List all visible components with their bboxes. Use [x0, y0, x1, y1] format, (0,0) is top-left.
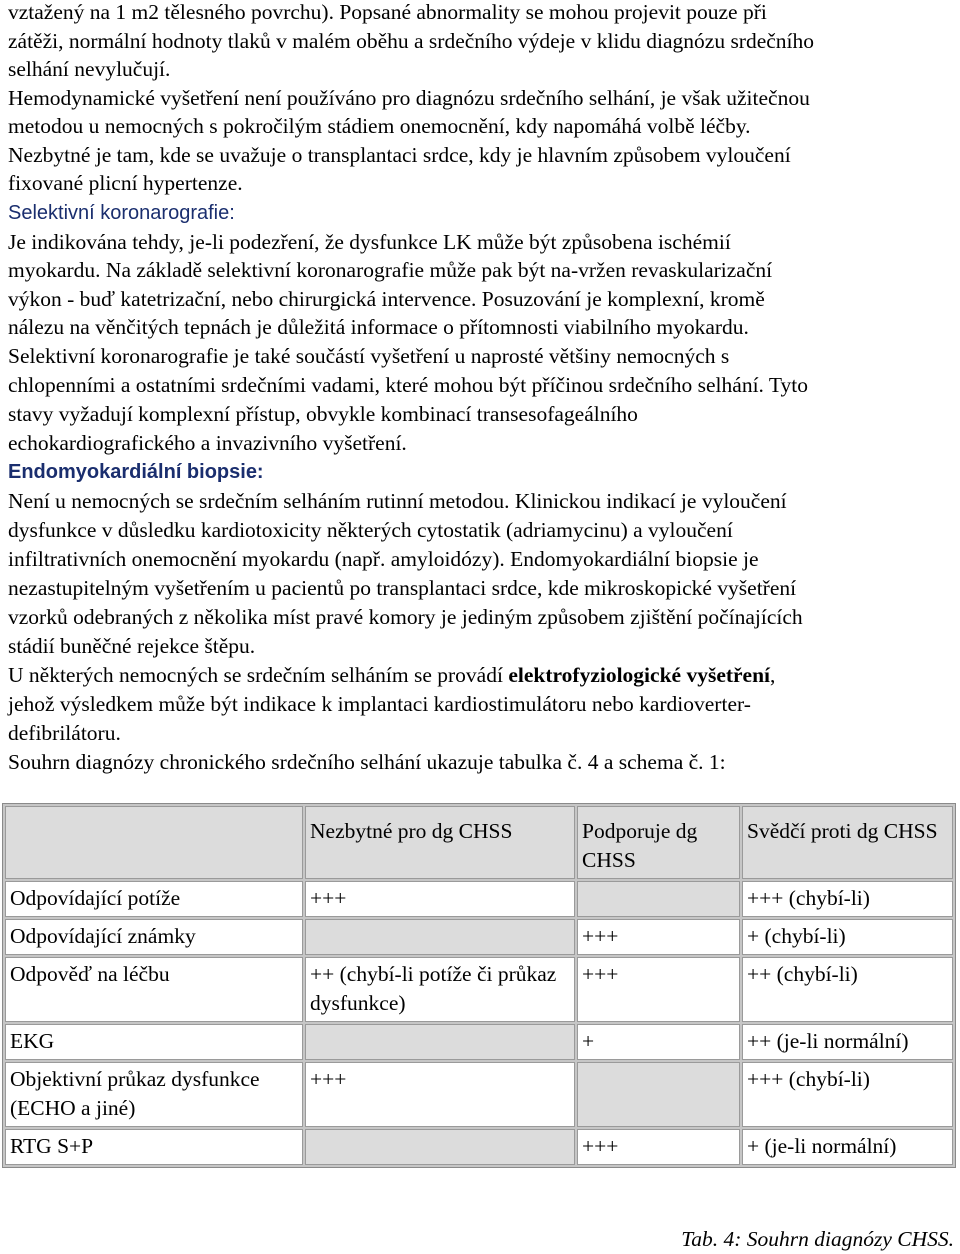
text-line: Není u nemocných se srdečním selháním rutinní metodou. Klinickou indikací je vyloučení [8, 489, 787, 513]
text-line: nálezu na věnčitých tepnách je důležitá informace o přítomnosti viabilního myokardu. [8, 315, 749, 339]
table-cell: +++ [305, 881, 575, 917]
table-cell: ++ (chybí-li potíže či průkaz dysfunkce) [305, 957, 575, 1022]
table-header-cell: Svědčí proti dg CHSS [742, 806, 953, 879]
table-cell [305, 1024, 575, 1060]
table-row [5, 1062, 953, 1127]
table-caption: Tab. 4: Souhrn diagnózy CHSS. [681, 1227, 954, 1251]
text-line: myokardu. Na základě selektivní koronarografie může pak být na-vržen revaskularizační [8, 258, 773, 282]
text-line: Hemodynamické vyšetření není používáno pro diagnózu srdečního selhání, je však užitečnou [8, 86, 810, 110]
text-line: Je indikována tehdy, je-li podezření, že dysfunkce LK může být způsobena ischémií [8, 230, 731, 254]
table-row [5, 1024, 953, 1060]
table-cell-label: EKG [5, 1024, 303, 1060]
text-line: defibrilátoru. [8, 721, 121, 745]
text-line: fixované plicní hypertenze. [8, 171, 243, 195]
table-cell-label: RTG S+P [5, 1129, 303, 1165]
text-line: chlopenními a ostatními srdečními vadami, které mohou být příčinou srdečního selhání. Tyto [8, 373, 809, 397]
section-heading-koronarografie: Selektivní koronarografie: [8, 202, 235, 224]
table-cell-label: Objektivní průkaz dysfunkce (ECHO a jiné) [5, 1062, 303, 1127]
table-row [5, 881, 953, 917]
table-cell: +++ (chybí-li) [742, 1062, 953, 1127]
text-line: Souhrn diagnózy chronického srdečního selhání ukazuje tabulka č. 4 a schema č. 1: [8, 750, 726, 774]
table-cell: + (je-li normální) [742, 1129, 953, 1165]
text-line: selhání nevylučují. [8, 57, 171, 81]
text-line: infiltrativních onemocnění myokardu (např. amyloidózy). Endomyokardiální biopsie je [8, 547, 759, 571]
table-cell [305, 1129, 575, 1165]
table-cell: +++ [577, 1129, 740, 1165]
text-line: vztažený na 1 m2 tělesného povrchu). Popsané abnormality se mohou projevit pouze při [8, 0, 767, 24]
text-line: stavy vyžadují komplexní přístup, obvykle kombinací transesofageálního [8, 402, 638, 426]
text-line: zátěži, normální hodnoty tlaků v malém oběhu a srdečního výdeje v klidu diagnózu srdečního [8, 29, 815, 53]
text-line: stádií buněčné rejekce štěpu. [8, 634, 256, 658]
text-line: Selektivní koronarografie je také součástí vyšetření u naprosté většiny nemocných s [8, 344, 730, 368]
text-line: echokardiografického a invazivního vyšetření. [8, 431, 407, 455]
table-row [5, 1129, 953, 1165]
section-heading-biopsie: Endomyokardiální biopsie: [8, 461, 264, 483]
table-cell [305, 919, 575, 955]
text-line: vzorků odebraných z několika míst pravé komory je jediným způsobem zjištění počínajících [8, 605, 803, 629]
text-line: jehož výsledkem může být indikace k implantaci kardiostimulátoru nebo kardioverter- [8, 692, 751, 716]
table-cell: +++ (chybí-li) [742, 881, 953, 917]
table-row [5, 919, 953, 955]
table-cell [577, 1062, 740, 1127]
text-line [8, 661, 775, 690]
emphasis-elektrofyziologie: elektrofyziologické vyšetření [508, 663, 771, 687]
text-line: Nezbytné je tam, kde se uvažuje o transplantaci srdce, kdy je hlavním způsobem vyloučení [8, 143, 791, 167]
table-row [5, 957, 953, 1022]
text-run: U některých nemocných se srdečním selháním se provádí [8, 663, 509, 687]
diagnosis-table [2, 803, 956, 1168]
table-header-cell [5, 806, 303, 879]
table-cell [577, 881, 740, 917]
table-header-cell: Nezbytné pro dg CHSS [305, 806, 575, 879]
text-line: výkon - buď katetrizační, nebo chirurgická intervence. Posuzování je komplexní, kromě [8, 287, 765, 311]
table-header-row [5, 806, 953, 879]
table-cell: +++ [305, 1062, 575, 1127]
text-line: dysfunkce v důsledku kardiotoxicity některých cytostatik (adriamycinu) a vyloučení [8, 518, 733, 542]
table-cell-label: Odpověď na léčbu [5, 957, 303, 1022]
table-cell-label: Odpovídající potíže [5, 881, 303, 917]
text-run: , [770, 663, 776, 687]
table-cell: +++ [577, 957, 740, 1022]
table-cell: ++ (chybí-li) [742, 957, 953, 1022]
text-line: metodou u nemocných s pokročilým stádiem onemocnění, kdy napomáhá volbě léčby. [8, 114, 751, 138]
table-cell: +++ [577, 919, 740, 955]
table-cell: ++ (je-li normální) [742, 1024, 953, 1060]
table-cell-label: Odpovídající známky [5, 919, 303, 955]
text-line: nezastupitelným vyšetřením u pacientů po transplantaci srdce, kde mikroskopické vyšetření [8, 576, 797, 600]
table-cell: + [577, 1024, 740, 1060]
table-cell: + (chybí-li) [742, 919, 953, 955]
table-header-cell: Podporuje dg CHSS [577, 806, 740, 879]
